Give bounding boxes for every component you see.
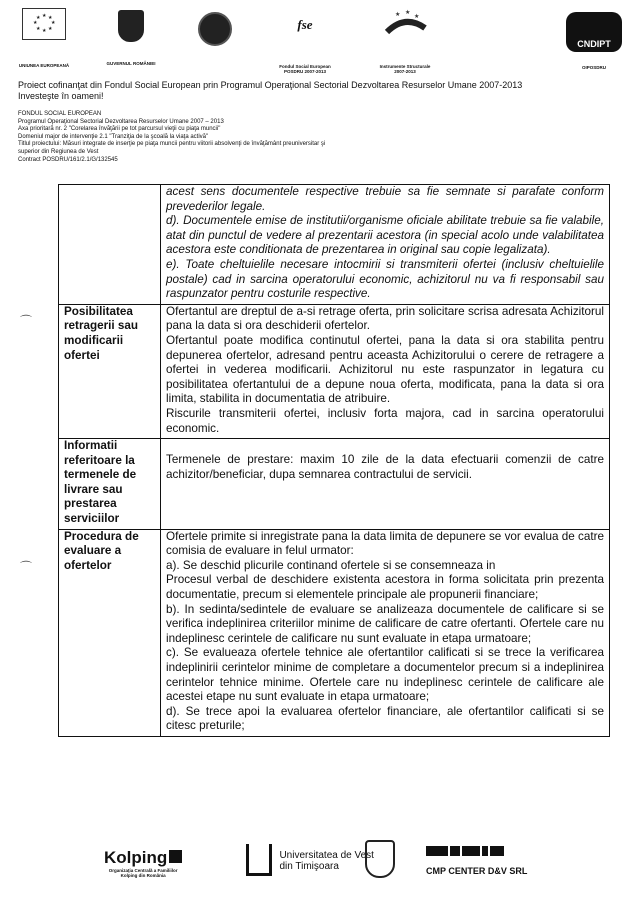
ministry-logo bbox=[196, 12, 234, 46]
fse-logo bbox=[270, 10, 340, 74]
svg-text:★: ★ bbox=[395, 12, 401, 18]
project-details bbox=[18, 111, 325, 164]
uvt-line-1: Universitatea de Vest bbox=[279, 850, 374, 861]
county-crest-icon bbox=[365, 840, 395, 878]
row-content bbox=[161, 304, 610, 438]
uvt-line-2: din Timişoara bbox=[279, 861, 339, 872]
cmp-name: CMP CENTER D&V SRL bbox=[426, 866, 528, 876]
gov-caption: GUVERNUL ROMÂNIEI bbox=[106, 61, 156, 66]
paragraph: c). Se evalueaza ofertele tehnice ale ofertantilor calificati si se trece la verificarea indeplinirii cerintelor minime de completare a documentelor precum si a indeplinirea cerintelor tehnice minime. Ofertele care nu indeplinesc cerintele de calificare ale acestei etape nu sunt evaluate in etapa urmatoare; bbox=[166, 646, 604, 704]
eu-logo bbox=[14, 8, 74, 68]
is-caption-2: 2007-2013 bbox=[394, 69, 416, 74]
detail-line: Programul Operaţional Sectorial Dezvoltarea Resurselor Umane 2007 – 2013 bbox=[18, 118, 224, 125]
detail-line: Titlul proiectului: Măsuri integrate de inserţie pe piaţa muncii pentru viitorii absolvenţi de învăţământ preuniversitar şi bbox=[18, 141, 326, 148]
is-caption-1: Instrumente Structurale bbox=[379, 64, 431, 69]
kolping-sub-1: Organizaţia Centrală a Familiilor bbox=[108, 868, 178, 873]
row-content bbox=[161, 529, 610, 736]
kolping-name: Kolping bbox=[104, 848, 168, 867]
oiposdru-caption: OIPOSDRU bbox=[581, 65, 606, 70]
svg-text:★: ★ bbox=[51, 20, 56, 26]
svg-text:★: ★ bbox=[48, 15, 53, 21]
margin-mark: ⌒ bbox=[20, 560, 33, 574]
paragraph: acest sens documentele respective trebuie sa fie semnate si parafate conform prevederilor legale. bbox=[166, 185, 604, 213]
paragraph: Ofertantul are dreptul de a-si retrage oferta, prin solicitare scrisa adresata Achizitorul pana la data si ora deschiderii ofertelor. bbox=[166, 304, 604, 333]
is-logo bbox=[370, 8, 440, 74]
kolping-logo bbox=[104, 848, 182, 878]
paragraph: Riscurile transmiterii ofertei, inclusiv forta majora, cad in sarcina operatorului economic. bbox=[166, 406, 604, 435]
margin-mark: ⌒ bbox=[20, 314, 33, 328]
row-label: Posibilitatea retragerii sau modificarii ofertei bbox=[59, 304, 161, 438]
svg-text:★: ★ bbox=[405, 10, 411, 16]
table-row bbox=[59, 304, 610, 438]
fse-caption-1: Fondul Social European bbox=[279, 64, 331, 69]
cndipt-mark: CNDIPT bbox=[566, 12, 622, 52]
detail-line: FONDUL SOCIAL EUROPEAN bbox=[18, 111, 102, 117]
paragraph: d). Documentele emise de institutii/organisme oficiale abilitate trebuie sa fie valabile, atat din punctul de vedere al prezentarii acestora (in special acolo unde valabilitatea acestora este conditionata de prezentarea in original sau copie legalizata). bbox=[166, 214, 604, 257]
eu-flag-icon bbox=[22, 8, 66, 40]
procurement-table bbox=[58, 184, 610, 737]
detail-line: Axa prioritară nr. 2 "Corelarea învăţării pe tot parcursul vieţii cu piaţa muncii" bbox=[18, 126, 221, 133]
svg-text:★: ★ bbox=[36, 15, 41, 21]
cmp-logo bbox=[426, 846, 527, 876]
header-logos bbox=[0, 8, 633, 74]
cmp-bars-icon bbox=[426, 846, 527, 862]
paragraph: a). Se deschid plicurile continand ofertele si se consemneaza in bbox=[166, 558, 496, 572]
intro-line-2: Investeşte în oameni! bbox=[18, 91, 104, 101]
kolping-square-icon bbox=[169, 850, 182, 863]
uvt-logo bbox=[246, 844, 374, 876]
fse-mark: fse bbox=[297, 17, 313, 32]
detail-line: Domeniul major de intervenţie 2.1 "Tranziţia de la şcoală la viaţa activă" bbox=[18, 133, 209, 140]
row-label: Procedura de evaluare a ofertelor bbox=[59, 529, 161, 736]
svg-text:★: ★ bbox=[48, 26, 53, 32]
row-content bbox=[161, 185, 610, 305]
ministry-seal-icon bbox=[198, 12, 232, 46]
cndipt-logo bbox=[564, 12, 624, 70]
svg-text:★: ★ bbox=[42, 28, 47, 34]
paragraph: e). Toate cheltuielile necesare intocmirii si transmiterii ofertei (inclusiv cheltuielile postale) cad in sarcina operatorului economic, achizitorul nu va fi responsabil sau raspunzator pentru costurile respective. bbox=[166, 257, 604, 301]
paragraph: d). Se trece apoi la evaluarea ofertelor financiare, ale ofertantilor calificati si se citesc preturile; bbox=[166, 704, 604, 733]
eu-caption: UNIUNEA EUROPEANĂ bbox=[18, 63, 70, 68]
structural-instruments-icon bbox=[381, 8, 429, 40]
footer-logos bbox=[0, 838, 633, 888]
svg-text:★: ★ bbox=[414, 14, 420, 20]
kolping-sub-2: Kolping din România bbox=[120, 873, 166, 878]
svg-text:★: ★ bbox=[36, 26, 41, 32]
uvt-emblem-icon bbox=[246, 844, 272, 876]
uvt-text bbox=[279, 850, 374, 872]
row-content bbox=[161, 439, 610, 530]
paragraph: Ofertele primite si inregistrate pana la data limita de depunere se vor evalua de catre comisia de evaluare in felul urmator: bbox=[166, 529, 604, 558]
paragraph: Termenele de prestare: maxim 10 zile de la data efectuarii comenzii de catre achizitor/beneficiar, dupa semnarea contractului de servicii. bbox=[166, 453, 604, 481]
detail-line: Contract POSDRU/161/2.1/G/132545 bbox=[18, 156, 118, 163]
row-label: Informatii referitoare la termenele de livrare sau prestarea serviciilor bbox=[59, 439, 161, 530]
gov-logo bbox=[98, 10, 164, 66]
paragraph: Procesul verbal de deschidere existenta acestora in forma solicitata prin prezenta documentatie, precum si elementele principale ale propunerii financiare; bbox=[166, 573, 604, 602]
table-row bbox=[59, 185, 610, 305]
fse-caption-2: POSDRU 2007-2013 bbox=[283, 69, 327, 74]
paragraph: b). In sedinta/sedintele de evaluare se analizeaza documentele de calificare si se verifica indeplinirea criteriilor minime de calificare de catre ofertanti. Ofertele care nu indeplinesc cerintele de calificare nu sunt evaluate in etapa urmatoare; bbox=[166, 602, 604, 645]
paragraph: Ofertantul poate modifica continutul ofertei, pana la data si ora stabilita pentru depunerea ofertelor, adresand pentru aceasta Achizitorului o cerere de retragere a ofertei in vederea modificarii. Achizitorul nu este raspunzator in legatura cu posibilitatea ofertantului de a depune noua oferta, modificata, pana la data si ora limita, stabilita in documentatia de atribuire. bbox=[166, 333, 604, 406]
svg-text:★: ★ bbox=[42, 13, 47, 19]
romania-crest-icon bbox=[118, 10, 144, 42]
row-label bbox=[59, 185, 161, 305]
table-row bbox=[59, 529, 610, 736]
detail-line: superior din Regiunea de Vest bbox=[18, 148, 99, 155]
svg-text:★: ★ bbox=[33, 20, 38, 26]
intro-line-1: Proiect cofinanţat din Fondul Social European prin Programul Operaţional Sectorial Dezvoltarea Resurselor Umane 2007-2013 bbox=[18, 80, 523, 90]
project-intro bbox=[18, 80, 522, 102]
table-row bbox=[59, 439, 610, 530]
